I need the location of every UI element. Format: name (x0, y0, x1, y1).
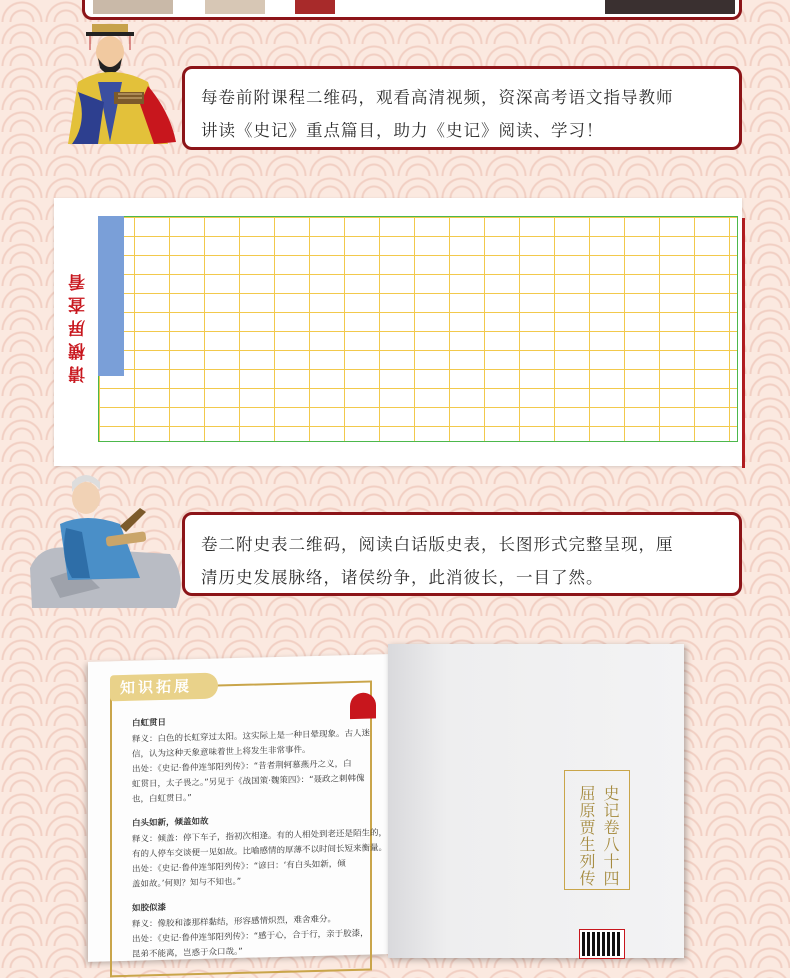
entry-line: 有的人停车交谈便一见如故。比喻感情的厚薄不以时间长短来衡量。 (132, 843, 388, 860)
entry-line: 盖如故。’何则？知与不知也。” (132, 876, 242, 890)
entry-line: 虹贯日，太子畏之。”另见于《战国策·魏策四》：“聂政之刺韩傀 (132, 773, 365, 790)
book-left-page (88, 654, 388, 962)
chapter-title-left: 屈原贾生列传 (577, 785, 596, 887)
entry-line: 昆弟不能离，岂惑于众口哉。” (132, 946, 243, 960)
entry-heading: 如胶似漆 (132, 902, 167, 914)
history-table-grid (98, 216, 738, 442)
video-thumbnail-image (605, 0, 735, 14)
caption-text-line: 卷二附史表二维码，阅读白话版史表，长图形式完整呈现，厘 (201, 535, 674, 554)
rotate-screen-label: 请横屏查看 (69, 268, 89, 383)
video-thumbnail-image (205, 0, 265, 14)
entry-heading: 白虹贯日 (132, 717, 167, 729)
chapter-title-frame (564, 770, 630, 890)
top-photo-strip (82, 0, 742, 20)
book-right-page (388, 644, 684, 958)
history-table-sheet (54, 198, 742, 466)
history-table-header-column (98, 216, 124, 376)
caption-text-line: 清历史发展脉络，诸侯纷争，此消彼长，一目了然。 (201, 568, 604, 587)
entry-heading: 白头如新，倾盖如故 (132, 816, 209, 829)
entry-line: 释义：像胶和漆那样黏结，形容感情炽烈，难舍难分。 (132, 914, 337, 930)
video-thumbnail-image (93, 0, 173, 14)
caption-text-line: 每卷前附课程二维码，观看高清视频，资深高考语文指导教师 (201, 88, 674, 107)
entry-line: 也，白虹贯日。” (132, 793, 192, 805)
seal-ornament (350, 692, 376, 719)
video-thumbnail-image (295, 0, 335, 14)
entry-line: 出处：《史记·鲁仲连邹阳列传》：“谚曰：‘有白头如新，倾 (132, 859, 346, 875)
chapter-title-right: 史记卷八十四 (601, 785, 620, 887)
decorative-line (742, 218, 745, 468)
open-book-photo (88, 640, 700, 960)
entry-line: 出处：《史记·鲁仲连邹阳列传》：“感于心，合于行，亲于胶漆， (132, 928, 369, 945)
emperor-illustration (58, 22, 188, 152)
entry-line: 释义：倾盖：停下车子，指初次相逢。有的人相处到老还是陌生的， (132, 828, 388, 845)
caption-box-video-qr (182, 66, 742, 150)
entry-line: 释义：白色的长虹穿过太阳。这实际上是一种日晕现象。古人迷 (132, 728, 371, 745)
sage-illustration (20, 468, 190, 614)
entry-line: 信，认为这种天象意味着世上将发生非常事件。 (132, 745, 311, 760)
knowledge-banner: 知识拓展 (110, 673, 218, 702)
entry-line: 出处：《史记·鲁仲连邹阳列传》：“昔者荆轲慕燕丹之义，白 (132, 759, 352, 775)
caption-box-history-table (182, 512, 742, 596)
caption-text-line: 讲读《史记》重点篇目，助力《史记》阅读、学习！ (201, 121, 604, 140)
